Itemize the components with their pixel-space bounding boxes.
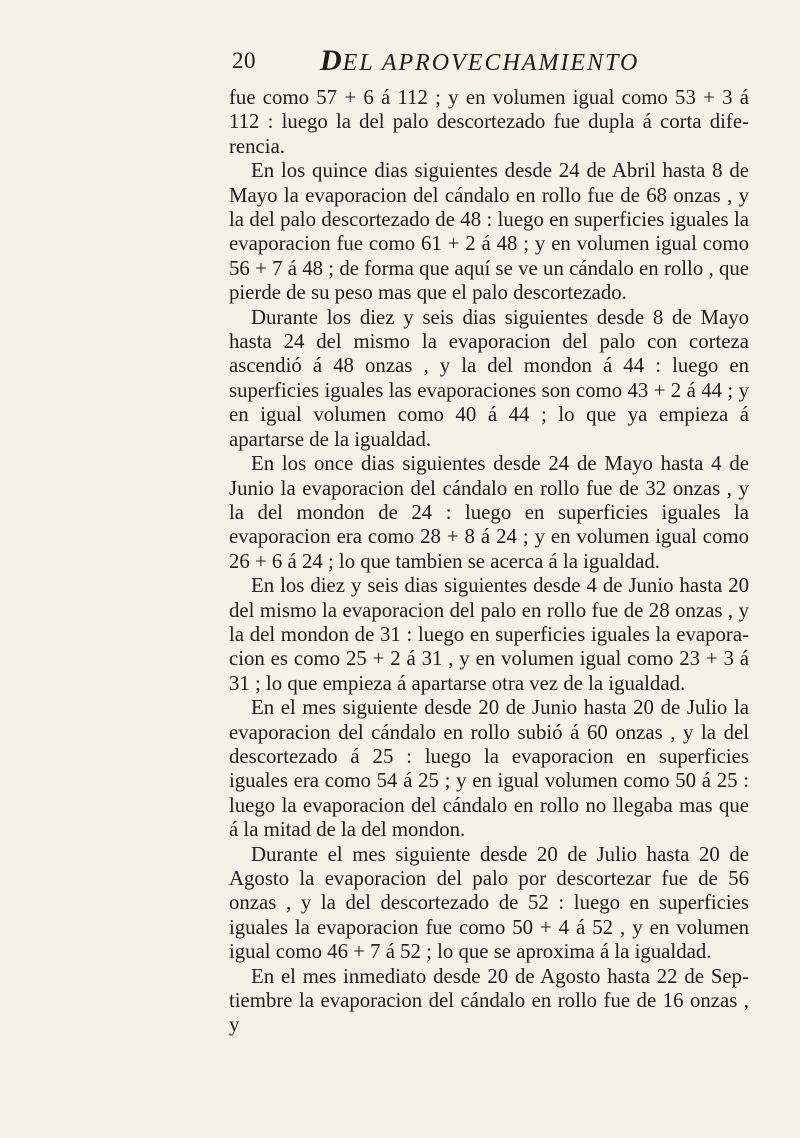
running-head-text: EL APROVECHAMIENTO: [342, 50, 640, 76]
paragraph: Durante el mes siguiente desde 20 de Julio hasta 20 de Agosto la evaporacion del palo por descortezar fue de 56 onzas , y la del descortezado de 52 : luego en superficies iguales la evaporacion fue como 50 + 4 á 52 , y en volumen igual como 46 + 7 á 52 ; lo que se aproxima á la igualdad.: [229, 842, 749, 964]
body-text: [229, 86, 749, 1038]
paragraph: fue como 57 + 6 á 112 ; y en volumen igual como 53 + 3 á 112 : luego la del palo descortezado fue dupla á corta diferencia.: [229, 86, 749, 158]
running-head-initial: D: [320, 44, 343, 77]
paragraph: En los once dias siguientes desde 24 de Mayo hasta 4 de Junio la evaporacion del cándalo en rollo fue de 32 onzas , y la del mondon de 24 : luego en superficies iguales la evaporacion era como 28 + 8 á 24 ; y en volumen igual como 26 + 6 á 24 ; lo que tambien se acerca á la igualdad.: [229, 452, 749, 573]
paragraph: Durante los diez y seis dias siguientes desde 8 de Mayo hasta 24 del mismo la evaporacion del palo con corteza ascendió á 48 onzas , y la del mondon á 44 : luego en superficies iguales las evaporaciones son como 43 + 2 á 44 ; y en igual volumen como 40 á 44 ; lo que ya empieza á apartarse de la igualdad.: [229, 305, 749, 451]
page-header: [232, 44, 748, 80]
paragraph: En los quince dias siguientes desde 24 de Abril hasta 8 de Mayo la evaporacion del cándalo en rollo fue de 68 onzas , y la del palo descortezado de 48 : luego en superficies iguales la evaporacion fue como 61 + 2 á 48 ; y en volumen igual como 56 + 7 á 48 ; de forma que aquí se ve un cándalo en rollo , que pierde de su peso mas que el palo descortezado.: [229, 159, 749, 305]
running-head: [320, 44, 639, 78]
paragraph: En los diez y seis dias siguientes desde 4 de Junio hasta 20 del mismo la evaporacion del palo en rollo fue de 28 onzas , y la del mondon de 31 : luego en superficies iguales la evaporacion es como 25 + 2 á 31 , y en volumen igual como 23 + 3 á 31 ; lo que empieza á apartarse otra vez de la igualdad.: [229, 574, 749, 695]
page-number: 20: [232, 48, 256, 73]
paragraph: En el mes inmediato desde 20 de Agosto hasta 22 de Septiembre la evaporacion del cándalo en rollo fue de 16 onzas , y: [229, 964, 749, 1037]
paragraph: En el mes siguiente desde 20 de Junio hasta 20 de Julio la evaporacion del cándalo en rollo subió á 60 onzas , y la del descortezado á 25 : luego la evaporacion en superficies iguales era como 54 á 25 ; y en igual volumen como 50 á 25 : luego la evaporacion del cándalo en rollo no llegaba mas que á la mitad de la del mondon.: [229, 696, 749, 842]
